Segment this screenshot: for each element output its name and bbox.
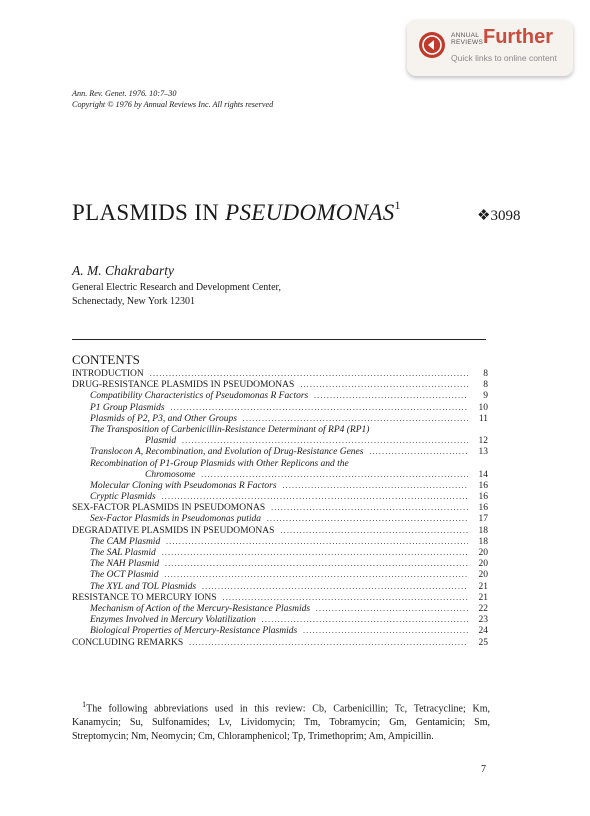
toc-entry [72, 391, 488, 402]
toc-leader-dots [369, 447, 468, 456]
toc-entry-page: 18 [478, 536, 488, 547]
toc-entry-page: 9 [483, 391, 488, 402]
toc-leader-dots [162, 548, 468, 557]
annual-reviews-further-badge[interactable] [407, 20, 573, 76]
toc-leader-dots [283, 481, 468, 490]
toc-entry [72, 369, 488, 380]
toc-entry-title: DEGRADATIVE PLASMIDS IN PSEUDOMONAS [72, 525, 275, 536]
footnote [72, 698, 490, 744]
toc-entry-page: 12 [478, 436, 488, 447]
toc-leader-dots [223, 593, 469, 602]
toc-entry [72, 559, 488, 570]
toc-entry-page: 8 [483, 369, 488, 379]
toc-entry [72, 414, 488, 425]
toc-entry-page: 16 [478, 480, 488, 491]
toc-entry-title: Enzymes Involved in Mercury Volatilization [90, 615, 256, 626]
table-of-contents [72, 369, 488, 649]
toc-entry-page: 23 [478, 615, 488, 626]
toc-leader-dots [165, 559, 468, 568]
title-footnote-marker: 1 [394, 198, 401, 212]
toc-entry-page: 20 [478, 548, 488, 558]
affiliation-line2: Schenectady, New York 12301 [72, 296, 195, 307]
toc-entry-page: 21 [478, 581, 488, 592]
toc-entry-page: 25 [478, 637, 488, 648]
toc-entry-title: Biological Properties of Mercury-Resistance Plasmids [90, 626, 298, 637]
toc-entry-title: P1 Group Plasmids [90, 402, 165, 413]
toc-entry-page: 13 [478, 447, 488, 458]
toc-entry-title: RESISTANCE TO MERCURY IONS [72, 592, 217, 603]
footnote-body: The following abbreviations used in this review: Cb, Carbenicillin; Tc, Tetracycline; Km, Kanamycin; Su, Sulfonamides; Lv, Lividomycin; Tm, Tobramycin; Gm, Gentamicin; Sm, Streptomycin; Nm, Neomycin; Cm, Chloramphenicol; Tp, Trimethoprim; Am, Ampicillin. [72, 703, 490, 743]
toc-entry [72, 615, 488, 626]
toc-leader-dots [243, 414, 468, 423]
article-code: ❖3098 [477, 208, 521, 224]
article-title [72, 200, 401, 226]
toc-leader-dots [201, 470, 468, 479]
toc-entry-title: SEX-FACTOR PLASMIDS IN PSEUDOMONAS [72, 503, 266, 514]
toc-entry-title: Recombination of P1-Group Plasmids with Other Replicons and the [90, 458, 349, 469]
divider [72, 339, 486, 340]
toc-entry [72, 514, 488, 525]
toc-entry [72, 526, 488, 537]
badge-annual-reviews-label [451, 32, 483, 46]
toc-leader-dots [300, 380, 468, 389]
toc-entry-title: DRUG-RESISTANCE PLASMIDS IN PSEUDOMONAS [72, 380, 295, 391]
toc-leader-dots [150, 369, 468, 378]
toc-entry-page: 10 [478, 402, 488, 413]
citation-copyright: Copyright © 1976 by Annual Reviews Inc. All rights reserved [72, 100, 274, 109]
footnote-text [72, 698, 490, 744]
badge-reviews-line: REVIEWS [451, 39, 484, 46]
toc-entry [72, 481, 488, 492]
toc-entry [72, 503, 488, 514]
toc-entry-title: Translocon A, Recombination, and Evolution of Drug-Resistance Genes [90, 447, 364, 458]
toc-entry-title: CONCLUDING REMARKS [72, 637, 184, 648]
toc-entry [72, 582, 488, 593]
toc-entry [72, 537, 488, 548]
toc-entry-page: 22 [478, 603, 488, 614]
affiliation-line1: General Electric Research and Development Center, [72, 282, 281, 293]
toc-entry [72, 604, 488, 615]
citation-journal: Ann. Rev. Genet. 1976. 10:7–30 [72, 89, 177, 98]
page-number: 7 [481, 764, 486, 775]
footnote-marker: 1 [82, 700, 87, 709]
toc-leader-dots [280, 526, 468, 535]
toc-entry-title: The NAH Plasmid [90, 559, 160, 570]
toc-entry-page: 16 [478, 492, 488, 503]
toc-entry-title: The SAL Plasmid [90, 548, 156, 558]
toc-leader-dots [189, 638, 468, 647]
toc-leader-dots [162, 492, 468, 501]
title-italic: PSEUDOMONAS [225, 200, 395, 225]
toc-leader-dots [202, 582, 468, 591]
toc-entry [72, 380, 488, 391]
badge-annual-line: ANNUAL [451, 32, 480, 39]
toc-entry-title: Sex-Factor Plasmids in Pseudomonas putida [90, 514, 261, 525]
toc-entry-page: 14 [478, 469, 488, 480]
toc-entry-title: The CAM Plasmid [90, 536, 161, 547]
toc-entry-page: 20 [478, 559, 488, 570]
toc-entry [72, 470, 488, 481]
toc-entry-title: Plasmids of P2, P3, and Other Groups [90, 413, 237, 424]
toc-entry-page: 21 [478, 592, 488, 603]
citation [72, 88, 273, 110]
toc-entry-page: 16 [478, 503, 488, 514]
toc-entry [72, 593, 488, 604]
toc-entry [72, 638, 488, 649]
toc-leader-dots [164, 570, 468, 579]
toc-entry [72, 403, 488, 414]
toc-leader-dots [171, 403, 468, 412]
toc-entry-title: Chromosome [145, 469, 196, 480]
toc-entry-title: The Transposition of Carbenicillin-Resistance Determinant of RP4 (RP1) [90, 424, 370, 435]
contents-heading: CONTENTS [72, 352, 140, 367]
toc-entry-title: The OCT Plasmid [90, 570, 159, 581]
author-affiliation [72, 281, 281, 309]
toc-entry [72, 436, 488, 447]
toc-entry-title: Cryptic Plasmids [90, 492, 156, 503]
toc-leader-dots [262, 615, 468, 624]
toc-entry-title: INTRODUCTION [72, 369, 144, 379]
toc-leader-dots [166, 537, 468, 546]
badge-subtitle: Quick links to online content [451, 53, 557, 63]
toc-leader-dots [314, 391, 468, 400]
toc-entry-title: The XYL and TOL Plasmids [90, 581, 197, 592]
toc-entry-page: 18 [478, 525, 488, 536]
toc-entry [72, 492, 488, 503]
toc-entry [72, 626, 488, 637]
toc-entry-title: Compatibility Characteristics of Pseudomonas R Factors [90, 391, 309, 402]
toc-entry [72, 570, 488, 581]
title-prefix: PLASMIDS IN [72, 200, 226, 225]
toc-leader-dots [182, 436, 468, 445]
toc-leader-dots [267, 514, 468, 523]
toc-entry-title: Molecular Cloning with Pseudomonas R Factors [90, 480, 277, 491]
toc-entry [72, 459, 488, 470]
toc-entry-page: 17 [478, 514, 488, 525]
toc-entry-page: 8 [483, 380, 488, 391]
toc-leader-dots [271, 503, 468, 512]
author-name: A. M. Chakrabarty [72, 263, 174, 278]
toc-entry-page: 24 [478, 626, 488, 637]
toc-entry-page: 11 [478, 413, 488, 424]
play-circle-icon [419, 32, 445, 58]
toc-entry [72, 447, 488, 458]
toc-entry [72, 548, 488, 559]
toc-leader-dots [316, 604, 468, 613]
badge-brand: Further [483, 26, 553, 48]
toc-leader-dots [303, 626, 468, 635]
toc-entry [72, 425, 488, 436]
toc-entry-page: 20 [478, 570, 488, 581]
toc-entry-title: Plasmid [145, 436, 177, 447]
toc-entry-title: Mechanism of Action of the Mercury-Resistance Plasmids [90, 603, 311, 614]
